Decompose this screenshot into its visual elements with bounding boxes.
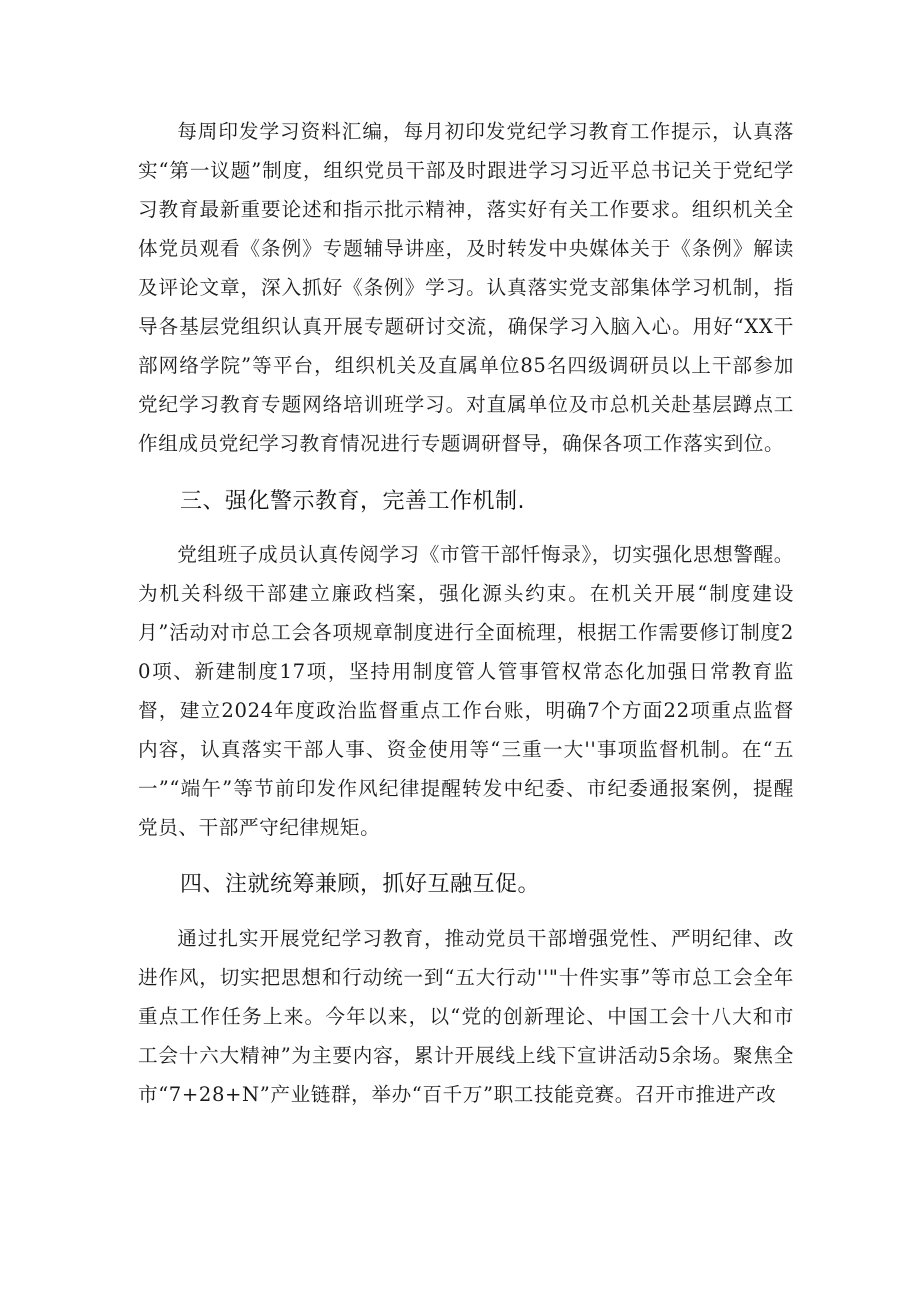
paragraph-warning-education: 党组班子成员认真传阅学习《市管干部忏悔录》，切实强化思想警醒。为机关科级干部建立廉政档案，强化源头约束。在机关开展“制度建设月”活动对市总工会各项规章制度进行全面梳理，根据工作需要修订制度20项、新建制度17项，坚持用制度管人管事管权常态化加强日常教育监督，建立2024年度政治监督重点工作台账，明确7个方面22项重点监督内容，认真落实干部人事、资金使用等“三重一大''事项监督机制。在“五一”“端午”等节前印发作风纪律提醒转发中纪委、市纪委通报案例，提醒党员、干部严守纪律规矩。 xyxy=(138,543,794,839)
paragraph-coordination: 通过扎实开展党纪学习教育，推动党员干部增强党性、严明纪律、改进作风，切实把思想和行动统一到“五大行动''"十件实事”等市总工会全年重点工作任务上来。今年以来，以“党的创新理论、中国工会十八大和市工会十六大精神”为主要内容，累计开展线上线下宣讲活动5余场。聚焦全市“7+28+N”产业链群，举办“百千万”职工技能竞赛。召开市推进产改 xyxy=(138,927,794,1106)
section-heading-warning-education: 三、强化警示教育，完善工作机制. xyxy=(180,489,525,514)
paragraph-study-materials: 每周印发学习资料汇编，每月初印发党纪学习教育工作提示，认真落实“第一议题”制度，组织党员干部及时跟进学习习近平总书记关于党纪学习教育最新重要论述和指示批示精神，落实好有关工作要求。组织机关全体党员观看《条例》专题辅导讲座，及时转发中央媒体关于《条例》解读及评论文章，深入抓好《条例》学习。认真落实党支部集体学习机制，指导各基层党组织认真开展专题研讨交流，确保学习入脑入心。用好“XX干部网络学院”等平台，组织机关及直属单位85名四级调研员以上干部参加党纪学习教育专题网络培训班学习。对直属单位及市总机关赴基层蹲点工作组成员党纪学习教育情况进行专题调研督导，确保各项工作落实到位。 xyxy=(138,120,794,455)
document-body xyxy=(138,112,794,1114)
section-heading-coordination: 四、注就统筹兼顾，抓好互融互促。 xyxy=(180,872,541,897)
